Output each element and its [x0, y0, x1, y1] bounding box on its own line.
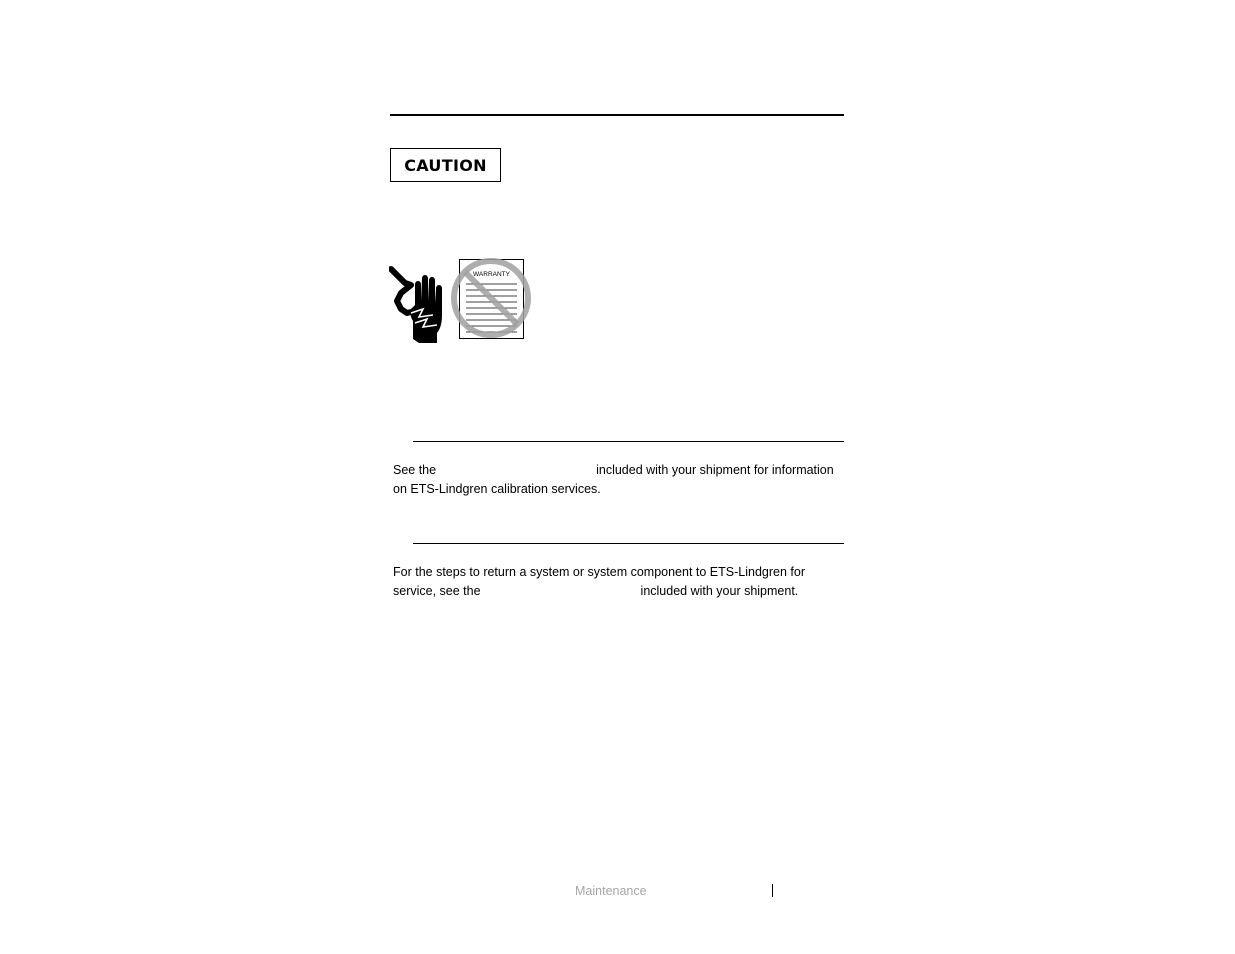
calibration-paragraph — [393, 461, 853, 499]
calibration-text-before: See the — [393, 463, 437, 477]
calibration-line-1 — [393, 461, 853, 480]
service-line-2 — [393, 582, 853, 601]
calibration-text-after: included with your shipment for information — [596, 463, 834, 477]
service-text-before: service, see the — [393, 584, 481, 598]
service-text-after: included with your shipment. — [640, 584, 799, 598]
calibration-line-2: on ETS-Lindgren calibration services. — [393, 482, 601, 496]
service-section-divider — [413, 543, 844, 544]
footer-section-label: Maintenance — [575, 884, 647, 898]
caution-label: CAUTION — [404, 155, 487, 175]
service-line-1: For the steps to return a system or system component to ETS-Lindgren for — [393, 565, 805, 579]
warranty-label: WARRANTY — [473, 271, 510, 278]
caution-badge — [390, 148, 501, 182]
footer-separator — [772, 884, 773, 897]
top-divider — [390, 114, 844, 116]
prohibited-circle-icon — [448, 257, 534, 343]
service-paragraph — [393, 563, 853, 601]
calibration-section-divider — [413, 441, 844, 442]
electrical-hazard-hand-icon — [389, 265, 451, 343]
